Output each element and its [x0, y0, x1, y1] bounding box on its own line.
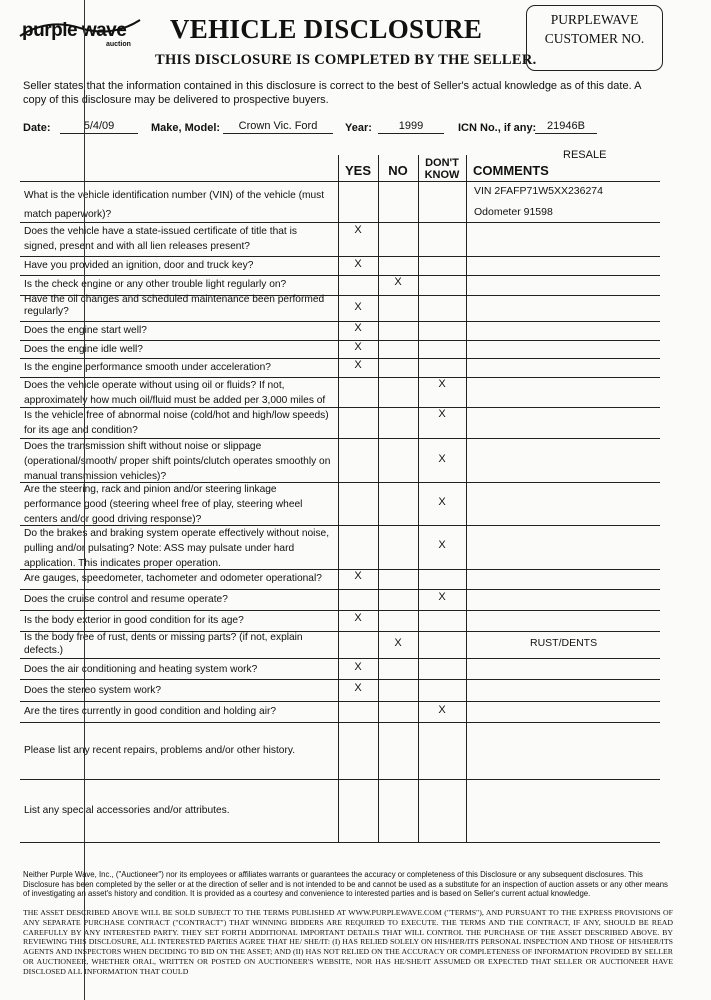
mark-yes-body-exterior[interactable]: X [354, 612, 362, 624]
year-field[interactable]: 1999 [378, 120, 444, 134]
mark-yes-engine-idle[interactable]: X [354, 341, 362, 353]
question-engine-idle: Does the engine idle well? [24, 344, 143, 355]
legal-terms-text: THE ASSET DESCRIBED ABOVE WILL BE SOLD SUBJECT TO THE TERMS PUBLISHED AT WWW.PURPLEWAVE.COM ("TERMS"), AND PURSUANT TO THE EXPRESS PROVISIONS OF ANY SEPARATE PURCHASE CONTRACT ("CONTRACT") THAT WINNING BIDDERS ARE REQUIRED TO EXECUTE. THE TERMS AND THE CONTRACT, IF ANY, SHOULD BE READ CAREFULLY BY ANY INTERESTED PARTY. THEY SET FORTH ADDITIONAL IMPORTANT DETAILS THAT WILL CONTROL THE PURCHASE OF THE ASSET DESCRIBED ABOVE. BY REVIEWING THIS DISCLOSURE, ALL INTERESTED PARTIES AGREE THAT HE/ SHE/IT: (I) HAS RELIED SOLELY ON HIS/HER/ITS PERSONAL INSPECTION AND THOSE OF HIS/HER/ITS AGENTS AND INSPECTORS WHEN DECIDING TO BID ON THE ASSET; AND (II) HAS NOT RELIED ON THE ACCURACY OR COMPLETENESS OF INFORMATION PROVIDED BY SELLER OR AUCTIONEER, WHETHER ORAL, WRITTEN OR POSTED ON AUCTIONEER'S WEBSITE, NOR HAS HE/SHE/IT ASSUMED OR EXPECTED THAT SELLER OR AUCTIONEER HAVE DISCLOSED ALL INFORMATION THAT COULD [23, 908, 673, 976]
mark-yes-oil-maintenance[interactable]: X [354, 301, 362, 313]
customer-box-line1: PURPLEWAVE [550, 12, 639, 27]
question-transmission: Does the transmission shift without noise or slippage (operational/smooth/ proper shift points/clutch operates smoothly on manual transmission vehicles)? [24, 441, 331, 482]
question-steering: Are the steering, rack and pinion and/or steering linkage performance good (steering wheel free of play, steering wheel centers and/or good driving response)? [24, 484, 303, 525]
year-label: Year: [345, 122, 372, 134]
question-recent-repairs: Please list any recent repairs, problems and/or other history. [24, 745, 296, 756]
question-vin: What is the vehicle identification number (VIN) of the vehicle (must match paperwork)? [24, 190, 325, 220]
question-oil-fluids: Does the vehicle operate without using oil or fluids? If not, approximately how much oil/fluid must be added per 3,000 miles of [24, 380, 326, 406]
disclaimer-text: Neither Purple Wave, Inc., ("Auctioneer") nor its employees or affiliates warrants or guarantees the accuracy or completeness of this Disclosure or any subsequent disclosures. This Disclosure has been completed by the seller or at the direction of seller and is not intended to be and cannot be used as a substitute for an inspection of auction assets or any other means of investigating an asset's history and condition. It is provided as a courtesy and convenience to interested parties and is based on Seller's current actual knowledge. [23, 870, 668, 898]
col-no: NO [388, 163, 408, 178]
customer-number-box [526, 5, 663, 71]
mark-yes-engine-start[interactable]: X [354, 322, 362, 334]
question-check-engine: Is the check engine or any other trouble light regularly on? [24, 279, 287, 290]
handwritten-note: RESALE [563, 149, 607, 161]
question-special-accessories: List any special accessories and/or attributes. [24, 805, 230, 816]
mark-yes-stereo[interactable]: X [354, 682, 362, 694]
mark-yes-gauges[interactable]: X [354, 570, 362, 582]
question-engine-start: Does the engine start well? [24, 325, 147, 336]
question-keys: Have you provided an ignition, door and truck key? [24, 260, 254, 271]
mark-no-check-engine[interactable]: X [394, 276, 402, 288]
col-yes: YES [344, 163, 371, 178]
col-dont-know: DON'T KNOW [424, 157, 460, 181]
comment-odometer: Odometer 91598 [474, 206, 553, 218]
question-cruise-control: Does the cruise control and resume operate? [24, 594, 228, 605]
logo-text: purple wave [22, 20, 127, 41]
page-subtitle: THIS DISCLOSURE IS COMPLETED BY THE SELLER. [155, 52, 537, 68]
question-acceleration: Is the engine performance smooth under acceleration? [24, 362, 271, 373]
mark-yes-keys[interactable]: X [354, 258, 362, 270]
question-tires: Are the tires currently in good condition and holding air? [24, 706, 277, 717]
mark-dontknow-transmission[interactable]: X [438, 453, 446, 465]
mark-dontknow-steering[interactable]: X [438, 496, 446, 508]
question-air-conditioning: Does the air conditioning and heating system work? [24, 664, 258, 675]
mark-dontknow-tires[interactable]: X [438, 704, 446, 716]
page-title: VEHICLE DISCLOSURE [170, 14, 483, 44]
col-comments: COMMENTS [473, 163, 549, 178]
question-abnormal-noise: Is the vehicle free of abnormal noise (cold/hot and high/low speeds) for its age and condition? [24, 410, 329, 436]
disclosure-table [20, 149, 660, 842]
comment-rust-dents: RUST/DENTS [530, 637, 598, 649]
mark-yes-title[interactable]: X [354, 224, 362, 236]
customer-box-line2: CUSTOMER NO. [544, 31, 645, 46]
mark-dontknow-oil-fluids[interactable]: X [438, 378, 446, 390]
comment-vin: VIN 2FAFP71W5XX236274 [474, 185, 603, 197]
mark-dontknow-abnormal-noise[interactable]: X [438, 408, 446, 420]
make-model-field[interactable]: Crown Vic. Ford [223, 120, 333, 134]
question-title: Does the vehicle have a state-issued certificate of title that is signed, present and with all lien releases present? [24, 226, 297, 252]
mark-yes-air-conditioning[interactable]: X [354, 661, 362, 673]
question-oil-maintenance: Have the oil changes and scheduled maintenance been performed regularly? [24, 294, 325, 317]
scan-artifact-line [84, 0, 85, 1000]
purple-wave-logo [18, 14, 142, 48]
question-body-exterior: Is the body exterior in good condition for its age? [24, 615, 244, 626]
question-rust-dents: Is the body free of rust, dents or missing parts? (if not, explain defects.) [24, 632, 303, 656]
date-label: Date: [23, 122, 51, 134]
mark-dontknow-cruise-control[interactable]: X [438, 591, 446, 603]
question-stereo: Does the stereo system work? [24, 685, 162, 696]
mark-no-rust-dents[interactable]: X [394, 637, 402, 649]
make-model-label: Make, Model: [151, 122, 221, 134]
mark-dontknow-brakes[interactable]: X [438, 539, 446, 551]
mark-yes-acceleration[interactable]: X [354, 359, 362, 371]
icn-field[interactable]: 21946B [535, 120, 597, 134]
intro-statement: Seller states that the information contained in this disclosure is correct to the best of Seller's actual knowledge as of this date. A copy of this disclosure may be delivered to prospective buyers. [23, 80, 641, 106]
date-field[interactable]: 5/4/09 [60, 120, 138, 134]
logo-subtext: auction [106, 41, 131, 48]
question-gauges: Are gauges, speedometer, tachometer and odometer operational? [24, 573, 322, 584]
question-brakes: Do the brakes and braking system operate effectively without noise, pulling and/or pulsating? Note: ASS may pulsate under hard application. This indicates proper operation. [24, 528, 330, 569]
icn-label: ICN No., if any: [458, 122, 537, 134]
